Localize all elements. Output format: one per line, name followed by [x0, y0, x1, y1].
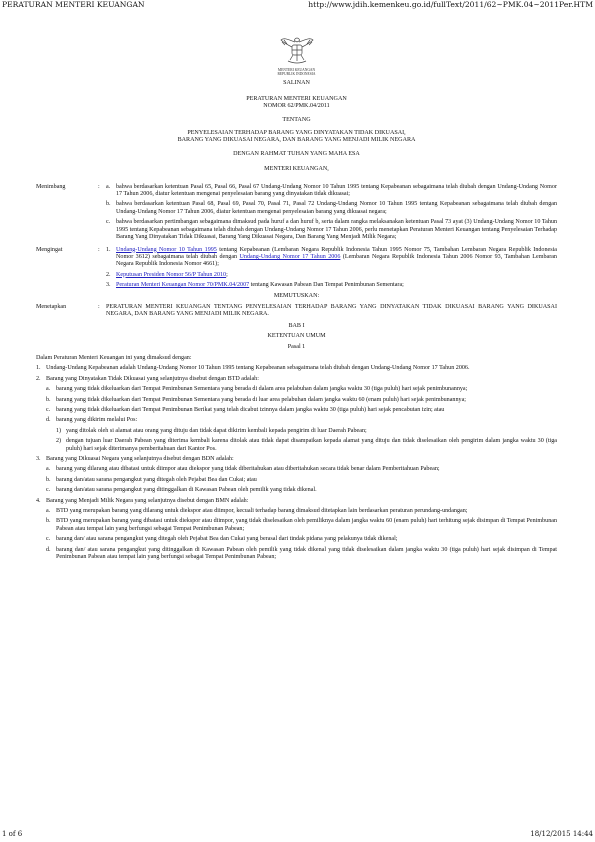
list-item: a. bahwa berdasarkan ketentuan Pasal 65, Pasal 66, Pasal 67 Undang-Undang Nomor 10 Tahun 1995 tentang Kepabeanan sebagaimana telah diubah dengan Undang-Undang Nomor 17 Tahun 2006, diatur ketentuan mengenai penyelesaian barang yang dinyatakan tidak dikuasai; [106, 183, 557, 198]
preamble-rahmat: DENGAN RAHMAT TUHAN YANG MAHA ESA [233, 150, 360, 157]
browser-print-footer [0, 830, 595, 842]
link-uu-10-1995[interactable]: Undang-Undang Nomor 10 Tahun 1995 [116, 246, 217, 253]
bab-title: KETENTUAN UMUM [267, 333, 326, 340]
list-item: c. bahwa berdasarkan pertimbangan sebagaimana dimaksud pada huruf a dan huruf b, serta dalam rangka melaksanakan ketentuan Pasal 73 ayat (3) Undang-Undang Nomor 10 Tahun 1995 tentang Kepabeanan sebagaimana telah diubah dengan Undang-Undang Nomor 17 Tahun 2006, perlu menetapkan Peraturan Menteri Keuangan tentang Penyelesaian Terhadap Barang Yang Dinyatakan Tidak Dikuasai, Barang Yang Dikuasai Negara, Dan Barang Yang Menjadi Milik Negara; [106, 219, 557, 241]
tentang-label: TENTANG [282, 116, 311, 123]
list-item: b. bahwa berdasarkan ketentuan Pasal 68, Pasal 69, Pasal 70, Pasal 71, Pasal 72 Undang-Undang Nomor 10 Tahun 1995 tentang Kepabeanan sebagaimana telah diubah dengan Undang-Undang Nomor 17 Tahun 2006, diatur ketentuan mengenai penyelesaian barang yang dikuasai negara; [106, 201, 557, 215]
memutuskan-heading: MEMUTUSKAN: [273, 292, 320, 299]
ministry-caption: MENTERI KEUANGAN REPUBLIK INDONESIA [277, 68, 316, 77]
link-keppres-56-2010[interactable]: Keputusan Presiden Nomor 56/P Tahun 2010 [116, 271, 227, 278]
salinan-label: SALINAN [283, 80, 310, 87]
menetapkan-section: Menetapkan : PERATURAN MENTERI KEUANGAN TENTANG PENYELESAIAN TERHADAP BARANG YANG DINYATAKAN TIDAK DIKUASAI BARANG YANG DIKUASAI NEGARA, DAN BARANG YANG MENJADI MILIK NEGARA. [36, 303, 557, 318]
link-pmk-70-2007[interactable]: Peraturan Menteri Keuangan Nomor 70/PMK.04/2007 [116, 282, 250, 289]
list-item: 1. Undang-Undang Nomor 10 Tahun 1995 tentang Kepabeanan (Lembaran Negara Republik Indonesia Tahun 1995 Nomor 75, Tambahan Lembaran Negara Republik Indonesia Nomor 3612) sebagaimana telah diubah dengan Undang-Undang Nomor 17 Tahun 2006 (Lembaran Negara Republik Indonesia Tahun 2006 Nomor 93, Tambahan Lembaran Negara Republik Indonesia Nomor 4661); [106, 246, 557, 268]
subject-line-1: PENYELESAIAN TERHADAP BARANG YANG DINYATAKAN TIDAK DIKUASAI, [187, 130, 406, 137]
garuda-emblem-icon [279, 34, 315, 68]
list-item: 2. Keputusan Presiden Nomor 56/P Tahun 2010; [106, 271, 228, 278]
header-title: PERATURAN MENTERI KEUANGAN [2, 0, 145, 9]
bab-heading: BAB I [288, 322, 305, 329]
regulation-number: NOMOR 62/PMK.04/2011 [263, 103, 330, 110]
pasal-body: Dalam Peraturan Menteri Keuangan ini yang dimaksud dengan: 1. Undang-Undang Kepabeanan adalah Undang-Undang Nomor 10 Tahun 1995 tentang Kepabeanan sebagaimana telah diubah dengan Undang-Undang Nomor 17 Tahun 2006. 2. Barang yang Dinyatakan Tidak Dikuasai yang selanjutnya disebut dengan BTD adalah: a. barang yang tidak dikeluarkan dari Tempat Penimbunan Sementara yang berada di dalam area pelabuhan dalam jangka waktu 30 (tiga puluh) hari sejak penimbunannya; b. barang yang tidak dikeluarkan dari Tempat Penimbunan Sementara yang berada di luar area pelabuhan dalam jangka waktu 60 (enam puluh) hari sejak penimbunannya; c. barang yang tidak dikeluarkan dari Tempat Penimbunan Berikat yang telah dicabut izinnya dalam jangka waktu 30 (tiga puluh) hari sejak pencabutan izin; atau d. barang yang dikirim melalui Pos: 1) yang ditolak oleh si alamat atau orang yang dituju dan tidak dapat dikirim kembali kepada pengirim di luar Daerah Pabean; 2) dengan tujuan luar Daerah Pabean yang diterima kembali karena ditolak atau tidak dapat disampaikan kepada alamat yang dituju dan tidak diselesaikan oleh pengirim dalam jangka waktu 30 (tiga puluh) hari sejak diterimanya pemberitahuan dari Kantor Pos. 3. Barang yang Dikuasai Negara yang selanjutnya disebut dengan BDN adalah: a. barang yang dilarang atau dibatasi untuk diimpor atau diekspor yang tidak diberitahukan atau diberitahukan secara tidak benar dalam Pemberitahuan Pabean; b. barang dan/atau sarana pengangkut yang ditegah oleh Pejabat Bea dan Cukai; atau c. barang dan/atau sarana pengangkut yang ditinggalkan di Kawasan Pabean oleh pemilik yang tidak dikenal. 4. Barang yang Menjadi Milik Negara yang selanjutnya disebut dengan BMN adalah: a. BTD yang merupakan barang yang dilarang untuk diekspor atau diimpor, kecuali terhadap barang dimaksud ditetapkan lain berdasarkan peraturan perundang-undangan; b. BTD yang merupakan barang yang dibatasi untuk diekspor atau diimpor, yang tidak diselesaikan oleh pemiliknya dalam jangka waktu 60 (enam puluh) hari terhitung sejak disimpan di Tempat Penimbunan Pabean atau tempat lain yang berfungsi sebagai Tempat Penimbunan Pabean; c. barang dan/ atau sarana pengangkut yang ditegah oleh Pejabat Bea dan Cukai yang berasal dari tindak pidana yang pelakunya tidak dikenal; d. barang dan/ atau sarana pengangkut yang ditinggalkan di Kawasan Pabean oleh pemilik yang tidak dikenal yang tidak diselesaikan dalam jangka waktu 30 (tiga puluh) hari sejak disimpan di Tempat Penimbunan Pabean atau tempat lain yang berfungsi sebagai Tempat Penimbunan Pabean; [36, 354, 557, 561]
mengingat-section: Mengingat : 1. Undang-Undang Nomor 10 Tahun 1995 tentang Kepabeanan (Lembaran Negara Republik Indonesia Tahun 1995 Nomor 75, Tambahan Lembaran Negara Republik Indonesia Nomor 3612) sebagaimana telah diubah dengan Undang-Undang Nomor 17 Tahun 2006 (Lembaran Negara Republik Indonesia Tahun 2006 Nomor 93, Tambahan Lembaran Negara Republik Indonesia Nomor 4661); 2. Keputusan Presiden Nomor 56/P Tahun 2010; 3. Peraturan Menteri Keuangan Nomor 70/PMK.04/2007 tentang Kawasan Pabean Dan Tempat Penimbunan Sementara; [36, 246, 557, 289]
browser-print-header [0, 0, 595, 12]
header-url: http://www.jdih.kemenkeu.go.id/fullText/2011/62~PMK.04~2011Per.HTM [308, 0, 593, 9]
print-timestamp: 18/12/2015 14:44 [530, 830, 593, 838]
pasal-heading: Pasal 1 [287, 343, 306, 350]
list-item: 3. Peraturan Menteri Keuangan Nomor 70/PMK.04/2007 tentang Kawasan Pabean Dan Tempat Penimbunan Sementara; [106, 282, 404, 289]
menimbang-section: Menimbang : a. bahwa berdasarkan ketentuan Pasal 65, Pasal 66, Pasal 67 Undang-Undang Nomor 10 Tahun 1995 tentang Kepabeanan sebagaimana telah diubah dengan Undang-Undang Nomor 17 Tahun 2006, diatur ketentuan mengenai penyelesaian barang yang dinyatakan tidak dikuasai; b. bahwa berdasarkan ketentuan Pasal 68, Pasal 69, Pasal 70, Pasal 71, Pasal 72 Undang-Undang Nomor 10 Tahun 1995 tentang Kepabeanan sebagaimana telah diubah dengan Undang-Undang Nomor 17 Tahun 2006, diatur ketentuan mengenai penyelesaian barang yang dikuasai negara; c. bahwa berdasarkan pertimbangan sebagaimana dimaksud pada huruf a dan huruf b, serta dalam rangka melaksanakan ketentuan Pasal 73 ayat (3) Undang-Undang Nomor 10 Tahun 1995 tentang Kepabeanan sebagaimana telah diubah dengan Undang-Undang Nomor 17 Tahun 2006, perlu menetapkan Peraturan Menteri Keuangan tentang Penyelesaian Terhadap Barang Yang Dinyatakan Tidak Dikuasai, Barang Yang Dikuasai Negara, Dan Barang Yang Menjadi Milik Negara; [36, 183, 557, 241]
subject-line-2: BARANG YANG DIKUASAI NEGARA, DAN BARANG YANG MENJADI MILIK NEGARA [177, 137, 416, 144]
preamble-menteri: MENTERI KEUANGAN, [264, 166, 329, 173]
page-count: 1 of 6 [2, 830, 23, 838]
link-uu-17-2006[interactable]: Undang-Undang Nomor 17 Tahun 2006 [239, 253, 341, 260]
regulation-title: PERATURAN MENTERI KEUANGAN [246, 95, 347, 102]
document-page [36, 34, 557, 565]
